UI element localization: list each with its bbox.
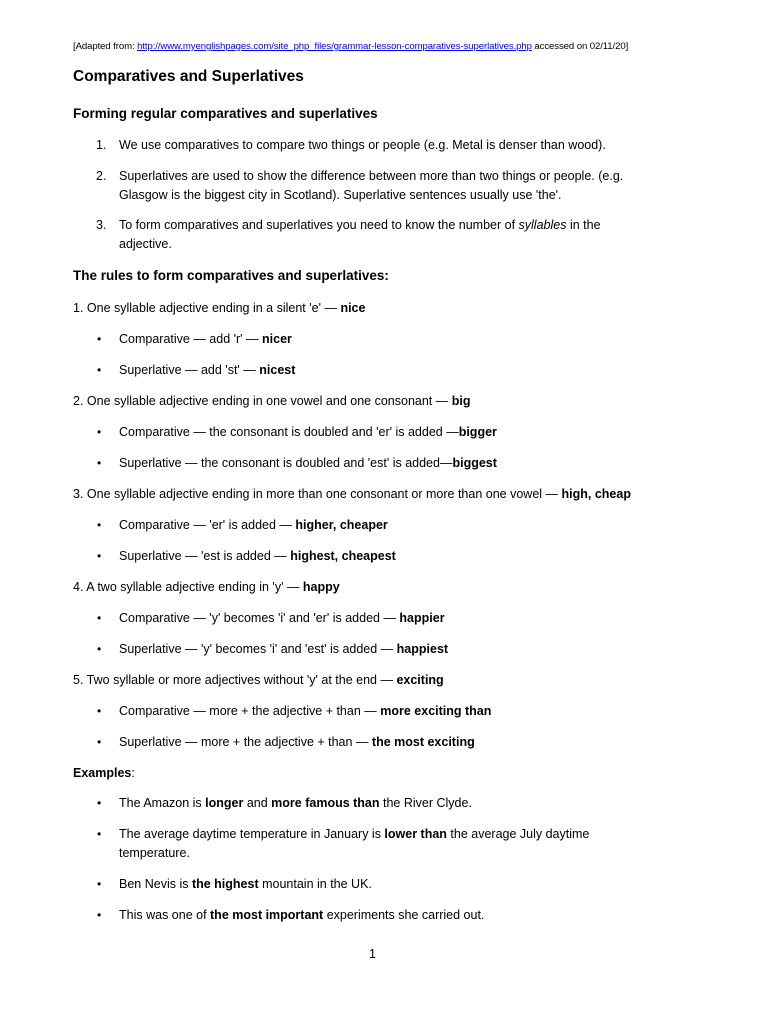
list-item: We use comparatives to compare two things or people (e.g. Metal is denser than wood). xyxy=(119,138,606,152)
rule-bullet: Superlative — more + the adjective + than — the most exciting xyxy=(119,735,475,749)
example-item: The Amazon is longer and more famous than the River Clyde. xyxy=(119,796,472,810)
rule-line: 3. One syllable adjective ending in more than one consonant or more than one vowel — high, cheap xyxy=(73,487,631,501)
bullet-icon: • xyxy=(97,611,102,625)
rule-line: 1. One syllable adjective ending in a silent 'e' — nice xyxy=(73,301,366,315)
rule-bullet: Comparative — the consonant is doubled and 'er' is added —bigger xyxy=(119,425,497,439)
rule-line: 4. A two syllable adjective ending in 'y' — happy xyxy=(73,580,340,594)
list-number: 3. xyxy=(96,218,107,232)
bullet-icon: • xyxy=(97,704,102,718)
page-number: 1 xyxy=(369,947,376,961)
source-link[interactable]: http://www.myenglishpages.com/site_php_files/grammar-lesson-comparatives-superlatives.php xyxy=(137,41,532,52)
list-number: 1. xyxy=(96,138,107,152)
source-citation: [Adapted from: http://www.myenglishpages.com/site_php_files/grammar-lesson-comparatives-superlatives.php accessed on 02/11/20] xyxy=(73,41,629,52)
bullet-icon: • xyxy=(97,827,102,841)
bullet-icon: • xyxy=(97,549,102,563)
example-item: This was one of the most important experiments she carried out. xyxy=(119,908,485,922)
rule-bullet: Superlative — 'est is added — highest, cheapest xyxy=(119,549,396,563)
bullet-icon: • xyxy=(97,908,102,922)
list-number: 2. xyxy=(96,169,107,183)
rule-bullet: Comparative — more + the adjective + than — more exciting than xyxy=(119,704,492,718)
rule-bullet: Comparative — 'y' becomes 'i' and 'er' is added — happier xyxy=(119,611,445,625)
bullet-icon: • xyxy=(97,456,102,470)
bullet-icon: • xyxy=(97,735,102,749)
rule-bullet: Comparative — 'er' is added — higher, cheaper xyxy=(119,518,388,532)
section-heading-forming: Forming regular comparatives and superlatives xyxy=(73,106,378,121)
bullet-icon: • xyxy=(97,796,102,810)
rule-bullet: Superlative — 'y' becomes 'i' and 'est' is added — happiest xyxy=(119,642,449,656)
bullet-icon: • xyxy=(97,642,102,656)
bullet-icon: • xyxy=(97,877,102,891)
section-heading-rules: The rules to form comparatives and superlatives: xyxy=(73,268,389,283)
page-title: Comparatives and Superlatives xyxy=(73,68,304,85)
rule-bullet: Superlative — add 'st' — nicest xyxy=(119,363,296,377)
rule-bullet: Comparative — add 'r' — nicer xyxy=(119,332,292,346)
bullet-icon: • xyxy=(97,363,102,377)
rule-line: 5. Two syllable or more adjectives without 'y' at the end — exciting xyxy=(73,673,444,687)
bullet-icon: • xyxy=(97,425,102,439)
list-item: Superlatives are used to show the difference between more than two things or people. (e.g. Glasgow is the biggest city in Scotland). Superlative sentences usually use 'the'. xyxy=(119,169,624,202)
examples-heading: Examples: xyxy=(73,766,135,780)
bullet-icon: • xyxy=(97,332,102,346)
example-item: Ben Nevis is the highest mountain in the UK. xyxy=(119,877,372,891)
bullet-icon: • xyxy=(97,518,102,532)
rule-line: 2. One syllable adjective ending in one vowel and one consonant — big xyxy=(73,394,471,408)
list-item: To form comparatives and superlatives you need to know the number of syllables in the adjective. xyxy=(119,218,601,251)
example-item: The average daytime temperature in January is lower than the average July daytime temperature. xyxy=(119,827,590,860)
rule-bullet: Superlative — the consonant is doubled and 'est' is added—biggest xyxy=(119,456,497,470)
